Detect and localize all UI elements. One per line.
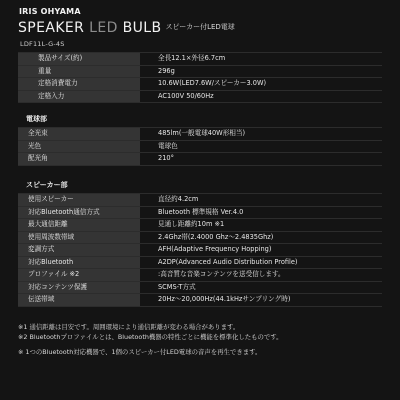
footnote-2: ※2 Bluetoothプロファイルとは、Bluetooth機器の特性ごとに機能を標準化したものです。 [18, 333, 283, 341]
row-label: 使用スピーカー [18, 194, 140, 206]
row-value: A2DP(Advanced Audio Distribution Profile) [158, 257, 298, 266]
table-row [18, 281, 382, 294]
table-row [18, 152, 382, 166]
product-spec-table [18, 52, 382, 103]
row-value: 見通し距離約10m ※1 [158, 220, 225, 228]
row-label: 重量 [18, 66, 140, 78]
row-label: 対応コンテンツ保護 [18, 282, 140, 294]
row-value: AC100V 50/60Hz [158, 91, 214, 100]
brand-logo: IRIS OHYAMA [19, 7, 81, 16]
speaker-section-heading: スピーカー部 [26, 181, 68, 189]
table-row [18, 193, 382, 206]
model-number: LDF11L-G-4S [20, 40, 65, 48]
row-label: 全光束 [18, 128, 140, 140]
row-label: 伝送帯域 [18, 294, 140, 306]
row-label: 変調方式 [18, 244, 140, 256]
table-row [18, 90, 382, 104]
row-value: :高音質な音楽コンテンツを送受信します。 [158, 270, 285, 278]
table-row [18, 127, 382, 140]
title-part1: SPEAKER [18, 20, 90, 36]
speaker-spec-table [18, 193, 382, 307]
row-label: 使用周波数帯域 [18, 232, 140, 244]
row-value: 2.4Ghz帯(2.4000 Ghz～2.4835Ghz) [158, 232, 274, 241]
row-value: 296g [158, 66, 175, 75]
title-part2: BULB [117, 20, 162, 36]
table-row [18, 256, 382, 269]
title-accent: LED [89, 20, 118, 36]
row-value: 10.6W(LED7.6W/スピーカー3.0W) [158, 79, 267, 87]
row-label: 光色 [18, 141, 140, 153]
row-label: 対応Bluetooth [18, 257, 140, 269]
page-title [18, 17, 235, 39]
row-label: 定格消費電力 [18, 78, 140, 90]
table-row [18, 206, 382, 219]
row-label: 対応Bluetooth通信方式 [18, 207, 140, 219]
row-value: 全長12.1×外径6.7cm [158, 54, 226, 62]
row-value: Bluetooth 標準規格 Ver.4.0 [158, 207, 244, 216]
row-label: 配光角 [18, 153, 140, 165]
footnotes [18, 322, 388, 357]
row-label: 定格入力 [18, 91, 140, 103]
row-value: 210° [158, 154, 174, 162]
table-row [18, 293, 382, 307]
footnote-3: ※ 1つのBluetooth対応機器で、1個のスピーカー付LED電球の音声を再生できます。 [18, 348, 262, 356]
row-label: プロファイル ※2 [18, 269, 140, 281]
row-value: SCMS-T方式 [158, 282, 196, 291]
table-row [18, 231, 382, 244]
table-row [18, 140, 382, 153]
row-value: 直径約4.2cm [158, 195, 199, 203]
bulb-spec-table [18, 127, 382, 166]
table-row [18, 218, 382, 231]
table-row [18, 243, 382, 256]
table-row [18, 77, 382, 90]
row-label: 最大通信距離 [18, 219, 140, 231]
page-subtitle: スピーカー付LED電球 [165, 23, 235, 31]
row-value: AFH(Adaptive Frequency Hopping) [158, 245, 272, 253]
row-value: 電球色 [158, 141, 178, 150]
bulb-section-heading: 電球部 [26, 115, 47, 123]
row-value: 20Hz～20,000Hz(44.1kHzサンプリング時) [158, 295, 291, 303]
table-row [18, 268, 382, 281]
row-value: 485lm(一般電球40W形相当) [158, 129, 246, 137]
table-row [18, 65, 382, 78]
table-row [18, 52, 382, 65]
footnote-1: ※1 通信距離は目安です。周囲環境により通信距離が変わる場合があります。 [18, 323, 240, 331]
row-label: 製品サイズ(約) [18, 53, 140, 65]
